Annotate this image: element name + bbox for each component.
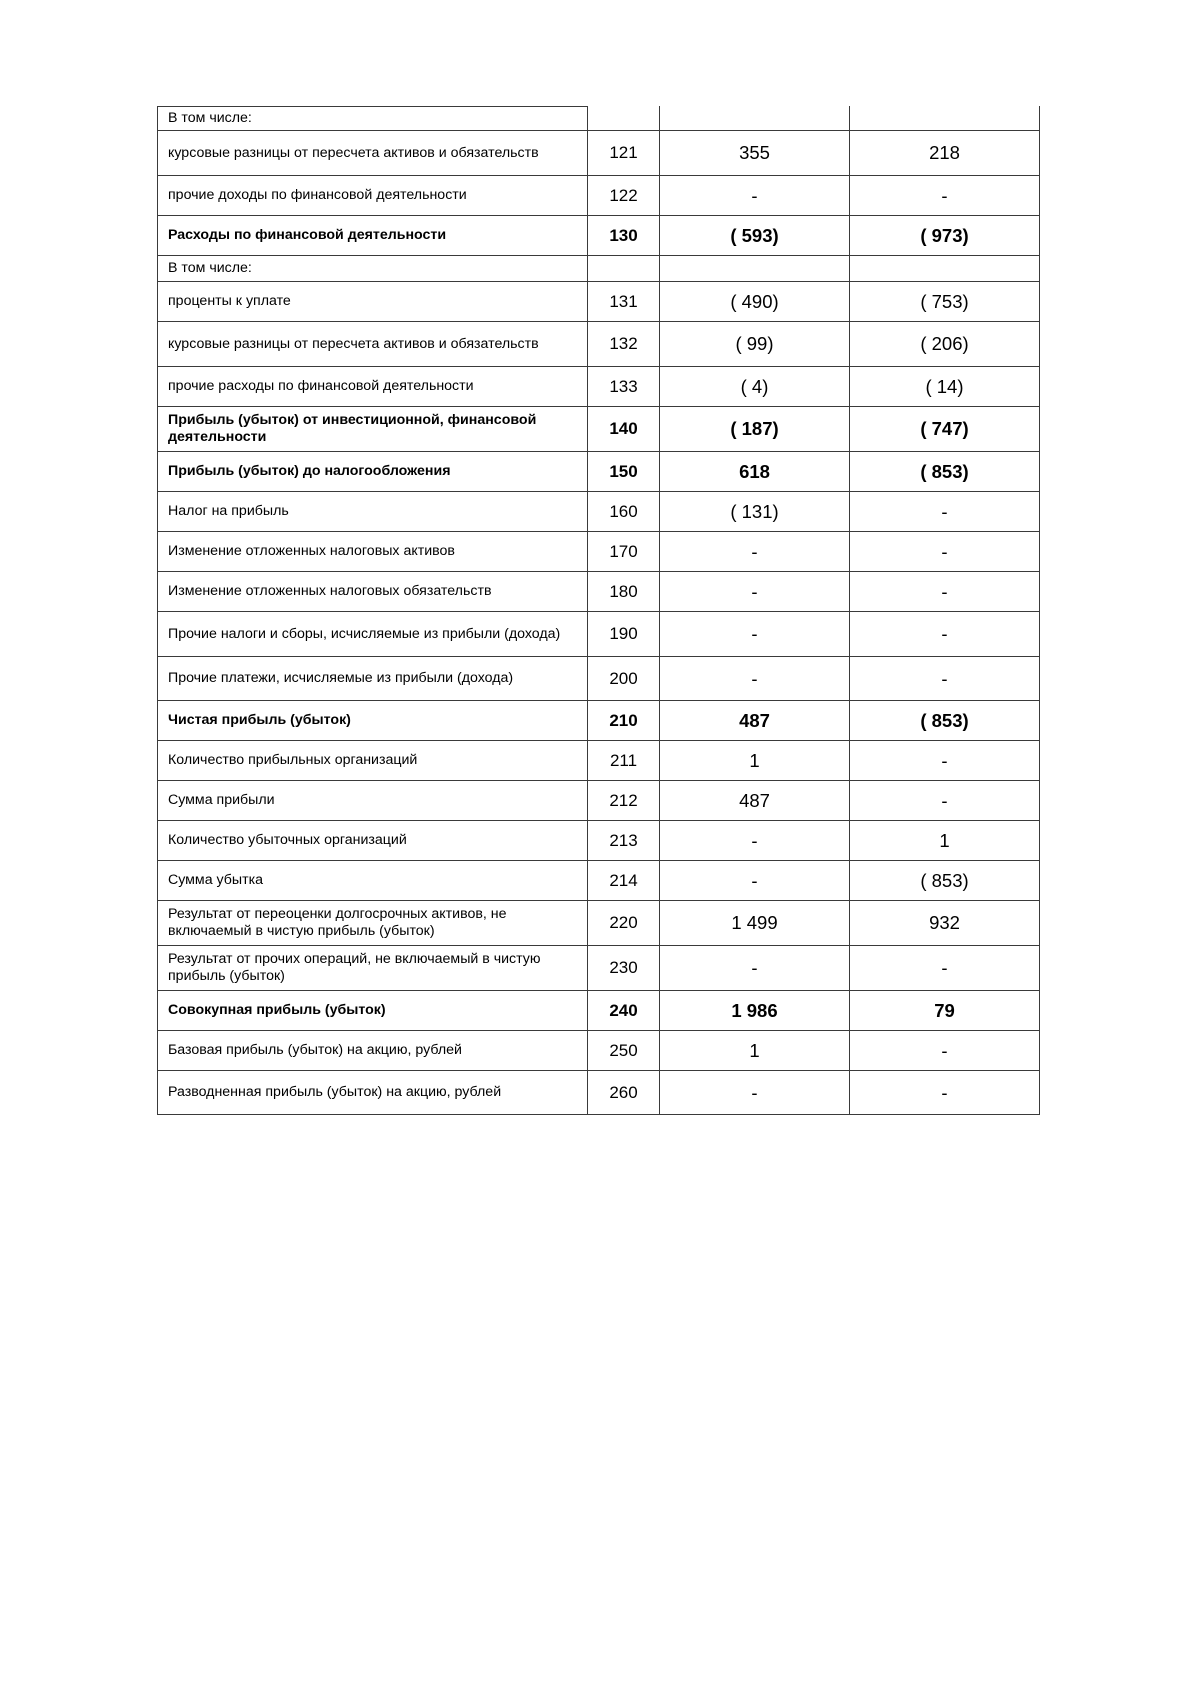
row-code: 250 xyxy=(587,1031,659,1070)
row-label: Изменение отложенных налоговых активов xyxy=(157,532,587,571)
row-label: Расходы по финансовой деятельности xyxy=(157,216,587,255)
value-previous-period: - xyxy=(849,492,1040,531)
table-row xyxy=(157,781,1040,821)
value-previous-period: ( 753) xyxy=(849,282,1040,321)
value-previous-period: - xyxy=(849,946,1040,990)
row-label: В том числе: xyxy=(157,256,587,281)
table-row xyxy=(157,946,1040,991)
value-previous-period: - xyxy=(849,1071,1040,1114)
row-label: проценты к уплате xyxy=(157,282,587,321)
row-code: 130 xyxy=(587,216,659,255)
row-code: 170 xyxy=(587,532,659,571)
row-code xyxy=(587,106,659,130)
value-previous-period: - xyxy=(849,741,1040,780)
value-current-period: - xyxy=(659,1071,849,1114)
row-code: 240 xyxy=(587,991,659,1030)
value-current-period: ( 4) xyxy=(659,367,849,406)
row-code: 122 xyxy=(587,176,659,215)
row-code: 210 xyxy=(587,701,659,740)
row-code: 131 xyxy=(587,282,659,321)
value-current-period: 1 xyxy=(659,741,849,780)
financial-results-table xyxy=(157,106,1040,1115)
value-current-period: ( 593) xyxy=(659,216,849,255)
value-previous-period: ( 853) xyxy=(849,701,1040,740)
row-label: Прибыль (убыток) до налогообложения xyxy=(157,452,587,491)
row-label: Количество прибыльных организаций xyxy=(157,741,587,780)
value-current-period xyxy=(659,106,849,130)
value-current-period: ( 99) xyxy=(659,322,849,366)
value-current-period: - xyxy=(659,612,849,656)
table-row xyxy=(157,701,1040,741)
value-previous-period xyxy=(849,106,1040,130)
value-current-period: - xyxy=(659,176,849,215)
row-label: Прочие налоги и сборы, исчисляемые из прибыли (дохода) xyxy=(157,612,587,656)
row-label: прочие доходы по финансовой деятельности xyxy=(157,176,587,215)
row-label: курсовые разницы от пересчета активов и обязательств xyxy=(157,322,587,366)
row-label: Разводненная прибыль (убыток) на акцию, рублей xyxy=(157,1071,587,1114)
value-previous-period: 218 xyxy=(849,131,1040,175)
table-row xyxy=(157,407,1040,452)
value-current-period xyxy=(659,256,849,281)
row-code: 200 xyxy=(587,657,659,700)
value-previous-period: ( 14) xyxy=(849,367,1040,406)
row-label: Прочие платежи, исчисляемые из прибыли (дохода) xyxy=(157,657,587,700)
value-previous-period: ( 853) xyxy=(849,861,1040,900)
value-current-period: 618 xyxy=(659,452,849,491)
table-row xyxy=(157,991,1040,1031)
row-code: 140 xyxy=(587,407,659,451)
row-code: 212 xyxy=(587,781,659,820)
table-row xyxy=(157,452,1040,492)
value-previous-period: 932 xyxy=(849,901,1040,945)
row-code: 133 xyxy=(587,367,659,406)
table-row xyxy=(157,1031,1040,1071)
row-label: Результат от прочих операций, не включаемый в чистую прибыль (убыток) xyxy=(157,946,587,990)
value-current-period: 1 986 xyxy=(659,991,849,1030)
row-code xyxy=(587,256,659,281)
row-code: 180 xyxy=(587,572,659,611)
value-current-period: 1 xyxy=(659,1031,849,1070)
row-label: Налог на прибыль xyxy=(157,492,587,531)
row-label: Сумма прибыли xyxy=(157,781,587,820)
table-row xyxy=(157,572,1040,612)
value-current-period: ( 187) xyxy=(659,407,849,451)
row-label: Совокупная прибыль (убыток) xyxy=(157,991,587,1030)
row-code: 230 xyxy=(587,946,659,990)
row-label: курсовые разницы от пересчета активов и обязательств xyxy=(157,131,587,175)
table-row xyxy=(157,106,1040,131)
table-row xyxy=(157,176,1040,216)
value-previous-period: 79 xyxy=(849,991,1040,1030)
value-previous-period: ( 853) xyxy=(849,452,1040,491)
table-row xyxy=(157,1071,1040,1115)
table-row xyxy=(157,282,1040,322)
value-previous-period xyxy=(849,256,1040,281)
value-current-period: - xyxy=(659,657,849,700)
row-code: 121 xyxy=(587,131,659,175)
table-row xyxy=(157,492,1040,532)
value-previous-period: - xyxy=(849,781,1040,820)
row-label: Сумма убытка xyxy=(157,861,587,900)
table-row xyxy=(157,861,1040,901)
value-current-period: 1 499 xyxy=(659,901,849,945)
table-row xyxy=(157,901,1040,946)
row-code: 214 xyxy=(587,861,659,900)
table-row xyxy=(157,367,1040,407)
value-previous-period: - xyxy=(849,1031,1040,1070)
row-label: Количество убыточных организаций xyxy=(157,821,587,860)
value-current-period: 355 xyxy=(659,131,849,175)
value-current-period: - xyxy=(659,946,849,990)
value-previous-period: - xyxy=(849,176,1040,215)
value-previous-period: 1 xyxy=(849,821,1040,860)
value-current-period: - xyxy=(659,861,849,900)
value-current-period: ( 490) xyxy=(659,282,849,321)
row-label: прочие расходы по финансовой деятельности xyxy=(157,367,587,406)
value-current-period: - xyxy=(659,821,849,860)
row-code: 220 xyxy=(587,901,659,945)
row-label: Результат от переоценки долгосрочных активов, не включаемый в чистую прибыль (убыток) xyxy=(157,901,587,945)
row-code: 190 xyxy=(587,612,659,656)
table-row xyxy=(157,657,1040,701)
row-code: 150 xyxy=(587,452,659,491)
table-row xyxy=(157,256,1040,282)
table-row xyxy=(157,612,1040,657)
table-row xyxy=(157,131,1040,176)
value-previous-period: - xyxy=(849,612,1040,656)
table-row xyxy=(157,216,1040,256)
value-current-period: - xyxy=(659,532,849,571)
table-row xyxy=(157,741,1040,781)
row-label: Прибыль (убыток) от инвестиционной, финансовой деятельности xyxy=(157,407,587,451)
table-row xyxy=(157,532,1040,572)
value-previous-period: - xyxy=(849,657,1040,700)
value-current-period: 487 xyxy=(659,701,849,740)
value-previous-period: ( 206) xyxy=(849,322,1040,366)
row-code: 211 xyxy=(587,741,659,780)
table-row xyxy=(157,322,1040,367)
row-label: В том числе: xyxy=(157,106,587,130)
row-code: 160 xyxy=(587,492,659,531)
value-previous-period: ( 747) xyxy=(849,407,1040,451)
row-label: Изменение отложенных налоговых обязательств xyxy=(157,572,587,611)
value-current-period: 487 xyxy=(659,781,849,820)
value-previous-period: - xyxy=(849,572,1040,611)
row-label: Базовая прибыль (убыток) на акцию, рублей xyxy=(157,1031,587,1070)
row-code: 213 xyxy=(587,821,659,860)
value-current-period: ( 131) xyxy=(659,492,849,531)
row-label: Чистая прибыль (убыток) xyxy=(157,701,587,740)
row-code: 132 xyxy=(587,322,659,366)
value-previous-period: ( 973) xyxy=(849,216,1040,255)
value-current-period: - xyxy=(659,572,849,611)
row-code: 260 xyxy=(587,1071,659,1114)
table-row xyxy=(157,821,1040,861)
value-previous-period: - xyxy=(849,532,1040,571)
